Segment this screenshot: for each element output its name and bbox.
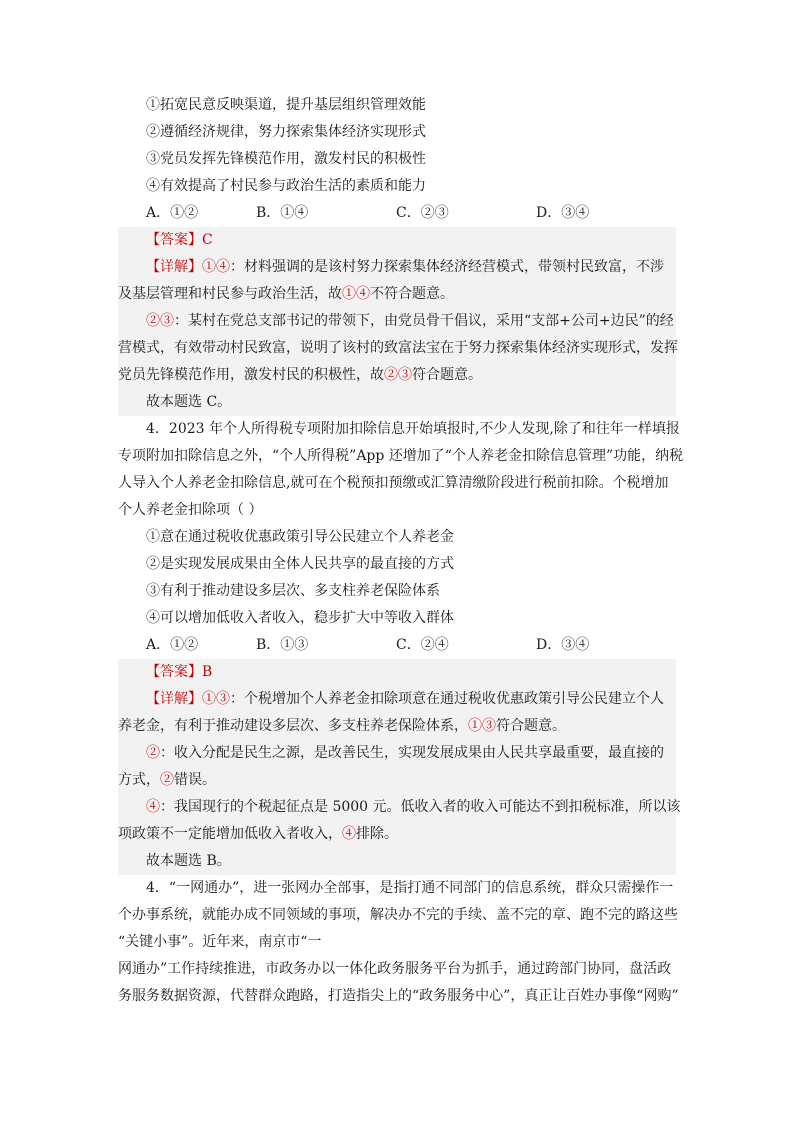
answer-value: B xyxy=(202,664,213,680)
q4a-detail-line-2 xyxy=(118,713,676,740)
q3-answer-block xyxy=(118,227,676,416)
q4a-detail-line-4 xyxy=(118,767,676,794)
q3-detail-line-2 xyxy=(118,281,676,308)
q3-detail-line-5 xyxy=(118,362,676,389)
detail-text: 排除。 xyxy=(356,826,398,842)
q4a-option-2: ②是实现发展成果由全体人民共享的最直接的方式 xyxy=(146,556,454,572)
q4a-detail-line-3 xyxy=(118,740,676,767)
q4a-option-1: ①意在通过税收优惠政策引导公民建立个人养老金 xyxy=(146,529,454,545)
q4a-answer-line xyxy=(118,659,676,686)
q4b-stem-4: 网通办”工作持续推进，市政务办以一体化政务服务平台为抓手，通过跨部门协同，盘活政 xyxy=(118,961,672,977)
detail-tag: 【详解】 xyxy=(146,691,202,707)
detail-nums: ② xyxy=(160,772,174,788)
detail-nums: ①③ xyxy=(468,718,496,734)
detail-nums: ②③ xyxy=(384,367,412,383)
q4a-stem-3: 人导入个人养老金扣除信息,就可在个税预扣预缴或汇算清缴阶段进行税前扣除。个税增加 xyxy=(118,475,669,491)
detail-text: 符合题意。 xyxy=(412,367,482,383)
q4a-choice-a: A．①② xyxy=(146,637,199,653)
q4a-stem-2: 专项附加扣除信息之外，“个人所得税”App 还增加了“个人养老金扣除信息管理”功能，纳税 xyxy=(118,448,684,464)
q4a-stem-4: 个人养老金扣除项（ ） xyxy=(118,502,263,518)
q4a-choice-b: B．①③ xyxy=(256,637,309,653)
answer-tag: 【答案】 xyxy=(146,232,202,248)
q3-choice-c: C．②③ xyxy=(396,205,449,221)
q4a-choice-c: C．②④ xyxy=(396,637,449,653)
q3-detail-line-1 xyxy=(118,254,676,281)
q3-answer-line xyxy=(118,227,676,254)
detail-nums: ①④ xyxy=(342,286,370,302)
detail-text: ：个税增加个人养老金扣除项意在通过税收优惠政策引导公民建立个人 xyxy=(230,691,664,707)
q4a-conclusion: 故本题选 B。 xyxy=(146,853,231,869)
answer-value: C xyxy=(202,232,213,248)
q3-conclusion: 故本题选 C。 xyxy=(146,394,232,410)
detail-text: 项政策不一定能增加低收入者收入， xyxy=(118,826,342,842)
detail-tag: 【详解】 xyxy=(146,259,202,275)
q3-option-2: ②遵循经济规律，努力探索集体经济实现形式 xyxy=(146,124,426,140)
q4a-detail-line-5 xyxy=(118,794,681,821)
detail-nums: ② xyxy=(146,745,160,761)
detail-text: 养老金，有利于推动建设多层次、多支柱养老保险体系， xyxy=(118,718,468,734)
q4b-stem-3: “关键小事”。近年来，南京市“一 xyxy=(118,934,322,950)
detail-text: 党员先锋模范作用，激发村民的积极性，故 xyxy=(118,367,384,383)
q3-option-1: ①拓宽民意反映渠道，提升基层组织管理效能 xyxy=(146,97,426,113)
detail-text: 错误。 xyxy=(174,772,216,788)
detail-nums: ④ xyxy=(146,799,160,815)
detail-text: ：收入分配是民生之源，是改善民生，实现发展成果由人民共享最重要，最直接的 xyxy=(160,745,664,761)
q3-choice-b: B．①④ xyxy=(256,205,309,221)
q3-option-4: ④有效提高了村民参与政治生活的素质和能力 xyxy=(146,178,426,194)
answer-tag: 【答案】 xyxy=(146,664,202,680)
q3-choice-a: A．①② xyxy=(146,205,199,221)
detail-text: ：某村在党总支部书记的带领下，由党员骨干倡议，采用“支部+公司+边民”的经 xyxy=(174,313,674,329)
q4a-detail-line-6 xyxy=(118,821,676,848)
detail-nums: ②③ xyxy=(146,313,174,329)
detail-text: 及基层管理和村民参与政治生活，故 xyxy=(118,286,342,302)
detail-text: ：我国现行的个税起征点是 5000 元。低收入者的收入可能达不到扣税标准，所以该 xyxy=(160,799,681,815)
q4a-choice-d: D．③④ xyxy=(536,637,590,653)
q4a-stem-1: 4．2023 年个人所得税专项附加扣除信息开始填报时,不少人发现,除了和往年一样填报 xyxy=(146,421,680,437)
detail-nums: ①③ xyxy=(202,691,230,707)
detail-nums: ①④ xyxy=(202,259,230,275)
q4a-answer-block xyxy=(118,659,681,875)
q3-detail-line-3 xyxy=(118,308,676,335)
q4b-stem-2: 个办事系统，就能办成不同领域的事项，解决办不完的手续、盖不完的章、跑不完的路这些 xyxy=(118,907,678,923)
q4a-choices xyxy=(118,632,676,659)
q4a-option-3: ③有利于推动建设多层次、多支柱养老保险体系 xyxy=(146,583,440,599)
q3-choice-d: D．③④ xyxy=(536,205,590,221)
detail-nums: ④ xyxy=(342,826,356,842)
detail-text: 符合题意。 xyxy=(496,718,566,734)
q4a-detail-line-1 xyxy=(118,686,676,713)
q4b-stem-5: 务服务数据资源，代替群众跑路，打造指尖上的“政务服务中心”，真正让百姓办事像“网购” xyxy=(118,988,679,1004)
q4b-stem-1: 4．“一网通办”，进一张网办全部事，是指打通不同部门的信息系统，群众只需操作一 xyxy=(146,880,674,896)
detail-text: 方式， xyxy=(118,772,160,788)
document-page xyxy=(118,92,684,1010)
q3-choices xyxy=(118,200,676,227)
q3-detail-line-4: 营模式，有效带动村民致富，说明了该村的致富法宝在于努力探索集体经济实现形式，发挥 xyxy=(118,340,678,356)
q4a-option-4: ④可以增加低收入者收入，稳步扩大中等收入群体 xyxy=(146,610,454,626)
detail-text: 不符合题意。 xyxy=(370,286,454,302)
detail-text: ：材料强调的是该村努力探索集体经济经营模式，带领村民致富，不涉 xyxy=(230,259,664,275)
q3-option-3: ③党员发挥先锋模范作用，激发村民的积极性 xyxy=(146,151,426,167)
